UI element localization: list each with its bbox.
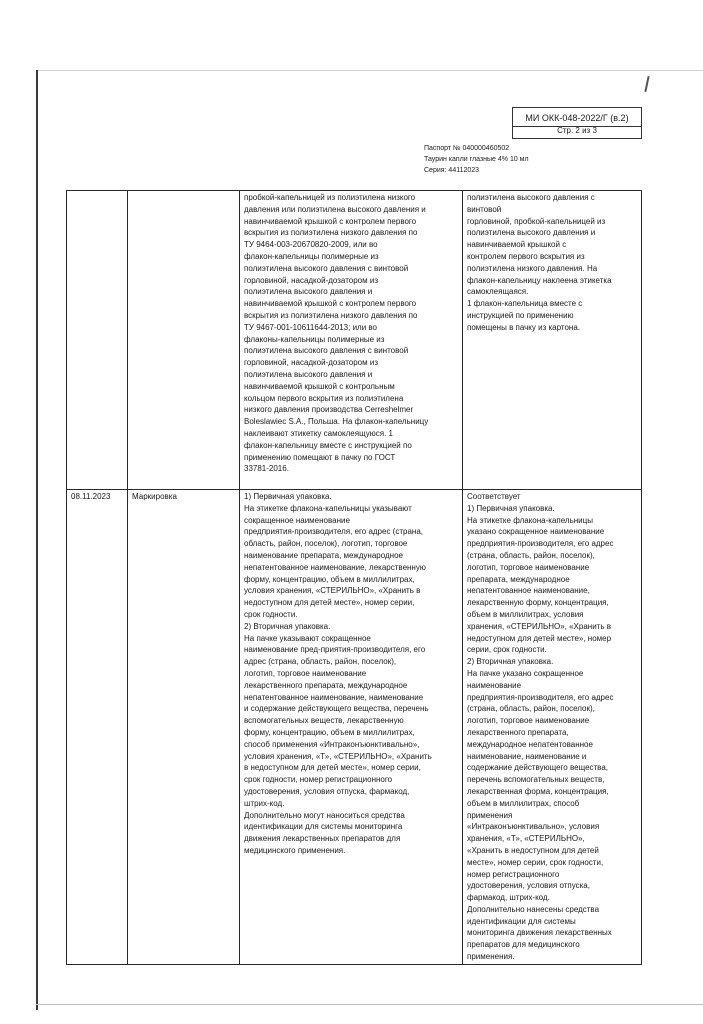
text-line: содержание действующего вещества, — [467, 763, 609, 773]
text-line: применению помещают в пачку по ГОСТ — [244, 452, 396, 462]
text-line: логотип, торговое наименование — [467, 562, 590, 572]
text-line: 2) Вторичная упаковка. — [244, 621, 331, 631]
text-line: давления или полиэтилена высокого давления и — [244, 204, 426, 214]
text-line: хранения, «СТЕРИЛЬНО», «Хранить в — [467, 621, 611, 631]
text-line: фармакод, штрих-код. — [467, 893, 550, 903]
text-line: в недоступном для детей месте», номер серии, — [244, 763, 421, 773]
product-name: Таурин капли глазные 4% 10 мл — [424, 156, 529, 163]
text-line: помещены в пачку из картона. — [467, 322, 580, 332]
date-cell: 08.11.2023 — [67, 490, 128, 965]
text-line: объем в миллилитрах, условия — [467, 609, 584, 619]
text-line: месте», номер серии, срок годности, — [467, 857, 604, 867]
text-line: применения. — [467, 952, 515, 962]
indicator-cell: Маркировка — [128, 490, 240, 965]
text-line: хранения, «Т», «СТЕРИЛЬНО», — [467, 834, 585, 844]
text-line: препарата, международное — [467, 574, 570, 584]
text-line: логотип, торговое наименование — [244, 668, 367, 678]
text-line: 33781-2016. — [244, 464, 289, 474]
text-line: адрес (страна, область, район, поселок), — [244, 657, 397, 667]
batch-number: Серия: 44112023 — [424, 167, 480, 174]
text-line: номер регистрационного — [467, 869, 560, 879]
scan-edge-top — [36, 70, 703, 71]
text-line: «Интраконъюнктивально», условия — [467, 822, 600, 832]
text-line: срок годности, номер регистрационного — [244, 775, 393, 785]
passport-block — [424, 143, 529, 176]
text-line: кольцом первого вскрытия из полиэтилена — [244, 393, 404, 403]
text-line: флакон-капельницы полимерные из — [244, 251, 379, 261]
text-line: полиэтилена высокого давления и — [467, 228, 596, 238]
text-line: международное непатентованное — [467, 739, 593, 749]
text-line: наклеивают этикетку самоклеящуюся. 1 — [244, 428, 393, 438]
requirement-cell — [240, 191, 463, 490]
text-line: и содержание действующего вещества, перечень — [244, 704, 429, 714]
text-line: полиэтилена высокого давления с — [467, 193, 595, 202]
text-line: удостоверения, условия отпуска, — [467, 881, 590, 891]
text-line: наименование — [467, 680, 522, 690]
page-number: Стр. 2 из 3 — [512, 124, 642, 139]
text-line: непатентованное наименование, — [467, 586, 590, 596]
text-line: Дополнительно могут наноситься средства — [244, 810, 405, 820]
text-line: наименование пред-приятия-производителя, его — [244, 645, 426, 655]
scan-edge-left — [36, 70, 38, 1010]
indicator-cell — [128, 191, 240, 490]
text-line: применения — [467, 810, 513, 820]
text-line: недоступном для детей месте», номер серии, — [244, 598, 415, 608]
text-line: полиэтилена высокого давления и — [244, 287, 373, 297]
requirement-cell — [240, 490, 463, 965]
text-line: условия хранения, «СТЕРИЛЬНО», «Хранить в — [244, 586, 421, 596]
date-cell — [67, 191, 128, 490]
text-line: вскрытия из полиэтилена низкого давления по — [244, 310, 418, 320]
text-line: идентификации для системы — [467, 916, 576, 926]
text-line: вспомогательных веществ, лекарственную — [244, 716, 404, 726]
text-line: полиэтилена высокого давления с винтовой — [244, 346, 409, 356]
text-line: сокращенное наименование — [244, 515, 350, 525]
text-line: ТУ 9464-003-20670820-2009, или во — [244, 240, 378, 250]
text-line: На пачке указано сокращенное — [467, 668, 584, 678]
table-row — [67, 490, 642, 965]
scan-edge-bottom — [36, 1004, 703, 1005]
text-line: форму, концентрацию, объем в миллилитрах, — [244, 727, 415, 737]
text-line: лекарственного препарата, международное — [244, 680, 408, 690]
text-line: навинчиваемой крышкой с — [467, 240, 567, 250]
text-line: объем в миллилитрах, способ — [467, 798, 580, 808]
results-table — [66, 190, 642, 965]
text-line: контролем первого вскрытия из — [467, 251, 585, 261]
text-line: ТУ 9467-001-10611644-2013; или во — [244, 322, 378, 332]
text-line: препаратов для медицинского — [467, 940, 580, 950]
text-line: способ применения «Интраконъюнктивально», — [244, 739, 420, 749]
text-line: Соответствует — [467, 492, 521, 501]
text-line: недоступном для детей месте», номер — [467, 633, 612, 643]
text-line: 1) Первичная упаковка. — [244, 492, 332, 501]
text-line: флакон-капельницу вместе с инструкцией по — [244, 440, 412, 450]
result-cell — [463, 191, 642, 490]
text-line: горловиной, пробкой-капельницей из — [467, 216, 606, 226]
text-line: навинчиваемой крышкой с контролем первого — [244, 216, 417, 226]
text-line: вскрытия из полиэтилена низкого давления по — [244, 228, 418, 238]
text-line: штрих-код. — [244, 798, 285, 808]
text-line: срок годности. — [244, 609, 298, 619]
text-line: навинчиваемой крышкой с контролем первого — [244, 299, 417, 309]
text-line: условия хранения, «Т», «СТЕРИЛЬНО», «Хранить — [244, 751, 432, 761]
text-line: движения лекарственных препаратов для — [244, 834, 401, 844]
text-line: перечень вспомогательных веществ, — [467, 775, 605, 785]
text-line: лекарственная форма, концентрация, — [467, 786, 609, 796]
text-line: инструкцией по применению — [467, 310, 574, 320]
text-line: полиэтилена высокого давления с винтовой — [244, 263, 409, 273]
text-line: На этикетке флакона-капельницы — [467, 515, 593, 525]
text-line: горловиной, насадкой-дозатором из — [244, 358, 378, 368]
text-line: 1 флакон-капельница вместе с — [467, 299, 583, 309]
text-line: непатентованное наименование, лекарственную — [244, 562, 426, 572]
text-line: указано сокращенное наименование — [467, 527, 605, 537]
text-line: (страна, область, район, поселок), — [467, 704, 595, 714]
text-line: логотип, торговое наименование — [467, 716, 590, 726]
text-line: предприятия-производителя, его адрес — [467, 692, 614, 702]
text-line: «Хранить в недоступном для детей — [467, 845, 599, 855]
text-line: навинчиваемой крышкой с контрольным — [244, 381, 395, 391]
text-line: флаконы-капельницы полимерные из — [244, 334, 385, 344]
text-line: медицинского применения. — [244, 845, 346, 855]
text-line: удостоверения, условия отпуска, фармакод, — [244, 786, 410, 796]
text-line: наименование препарата, международное — [244, 550, 403, 560]
text-line: низкого давления производства Cerreshelmer — [244, 405, 414, 415]
text-line: серии, срок годности. — [467, 645, 547, 655]
text-line: 1) Первичная упаковка. — [467, 503, 555, 513]
table-row — [67, 191, 642, 490]
text-line: форму, концентрацию, объем в миллилитрах, — [244, 574, 415, 584]
text-line: Boleslawiec S.A., Польша. На флакон-капельницу — [244, 417, 429, 427]
text-line: предприятия-производителя, его адрес (страна, — [244, 527, 423, 537]
text-line: На этикетке флакона-капельницы указывают — [244, 503, 412, 513]
text-line: винтовой — [467, 204, 502, 214]
text-line: лекарственного препарата, — [467, 727, 569, 737]
text-line: флакон-капельницу наклеена этикетка — [467, 275, 612, 285]
text-line: идентификации для системы мониторинга — [244, 822, 403, 832]
text-line: предприятия-производителя, его адрес — [467, 539, 614, 549]
document-code: МИ ОКК-048-2022/Г (в.2) — [512, 107, 642, 127]
text-line: мониторинга движения лекарственных — [467, 928, 612, 938]
text-line: область, район, поселок), логотип, торговое — [244, 539, 408, 549]
result-cell — [463, 490, 642, 965]
text-line: лекарственную форму, концентрация, — [467, 598, 609, 608]
text-line: самоклеящаяся. — [467, 287, 529, 297]
text-line: 2) Вторичная упаковка. — [467, 657, 554, 667]
text-line: Дополнительно нанесены средства — [467, 904, 600, 914]
text-line: полиэтилена низкого давления. На — [467, 263, 598, 273]
text-line: На пачке указывают сокращенное — [244, 633, 371, 643]
scan-margin — [0, 0, 40, 1024]
text-line: наименование, наименование и — [467, 751, 587, 761]
text-line: полиэтилена высокого давления и — [244, 369, 373, 379]
text-line: горловиной, насадкой-дозатором из — [244, 275, 378, 285]
text-line: (страна, область, район, поселок), — [467, 550, 595, 560]
pen-mark — [644, 76, 649, 92]
text-line: пробкой-капельницей из полиэтилена низкого — [244, 193, 416, 202]
text-line: непатентованное наименование, наименование — [244, 692, 424, 702]
passport-number: Паспорт № 040000460502 — [424, 145, 510, 152]
